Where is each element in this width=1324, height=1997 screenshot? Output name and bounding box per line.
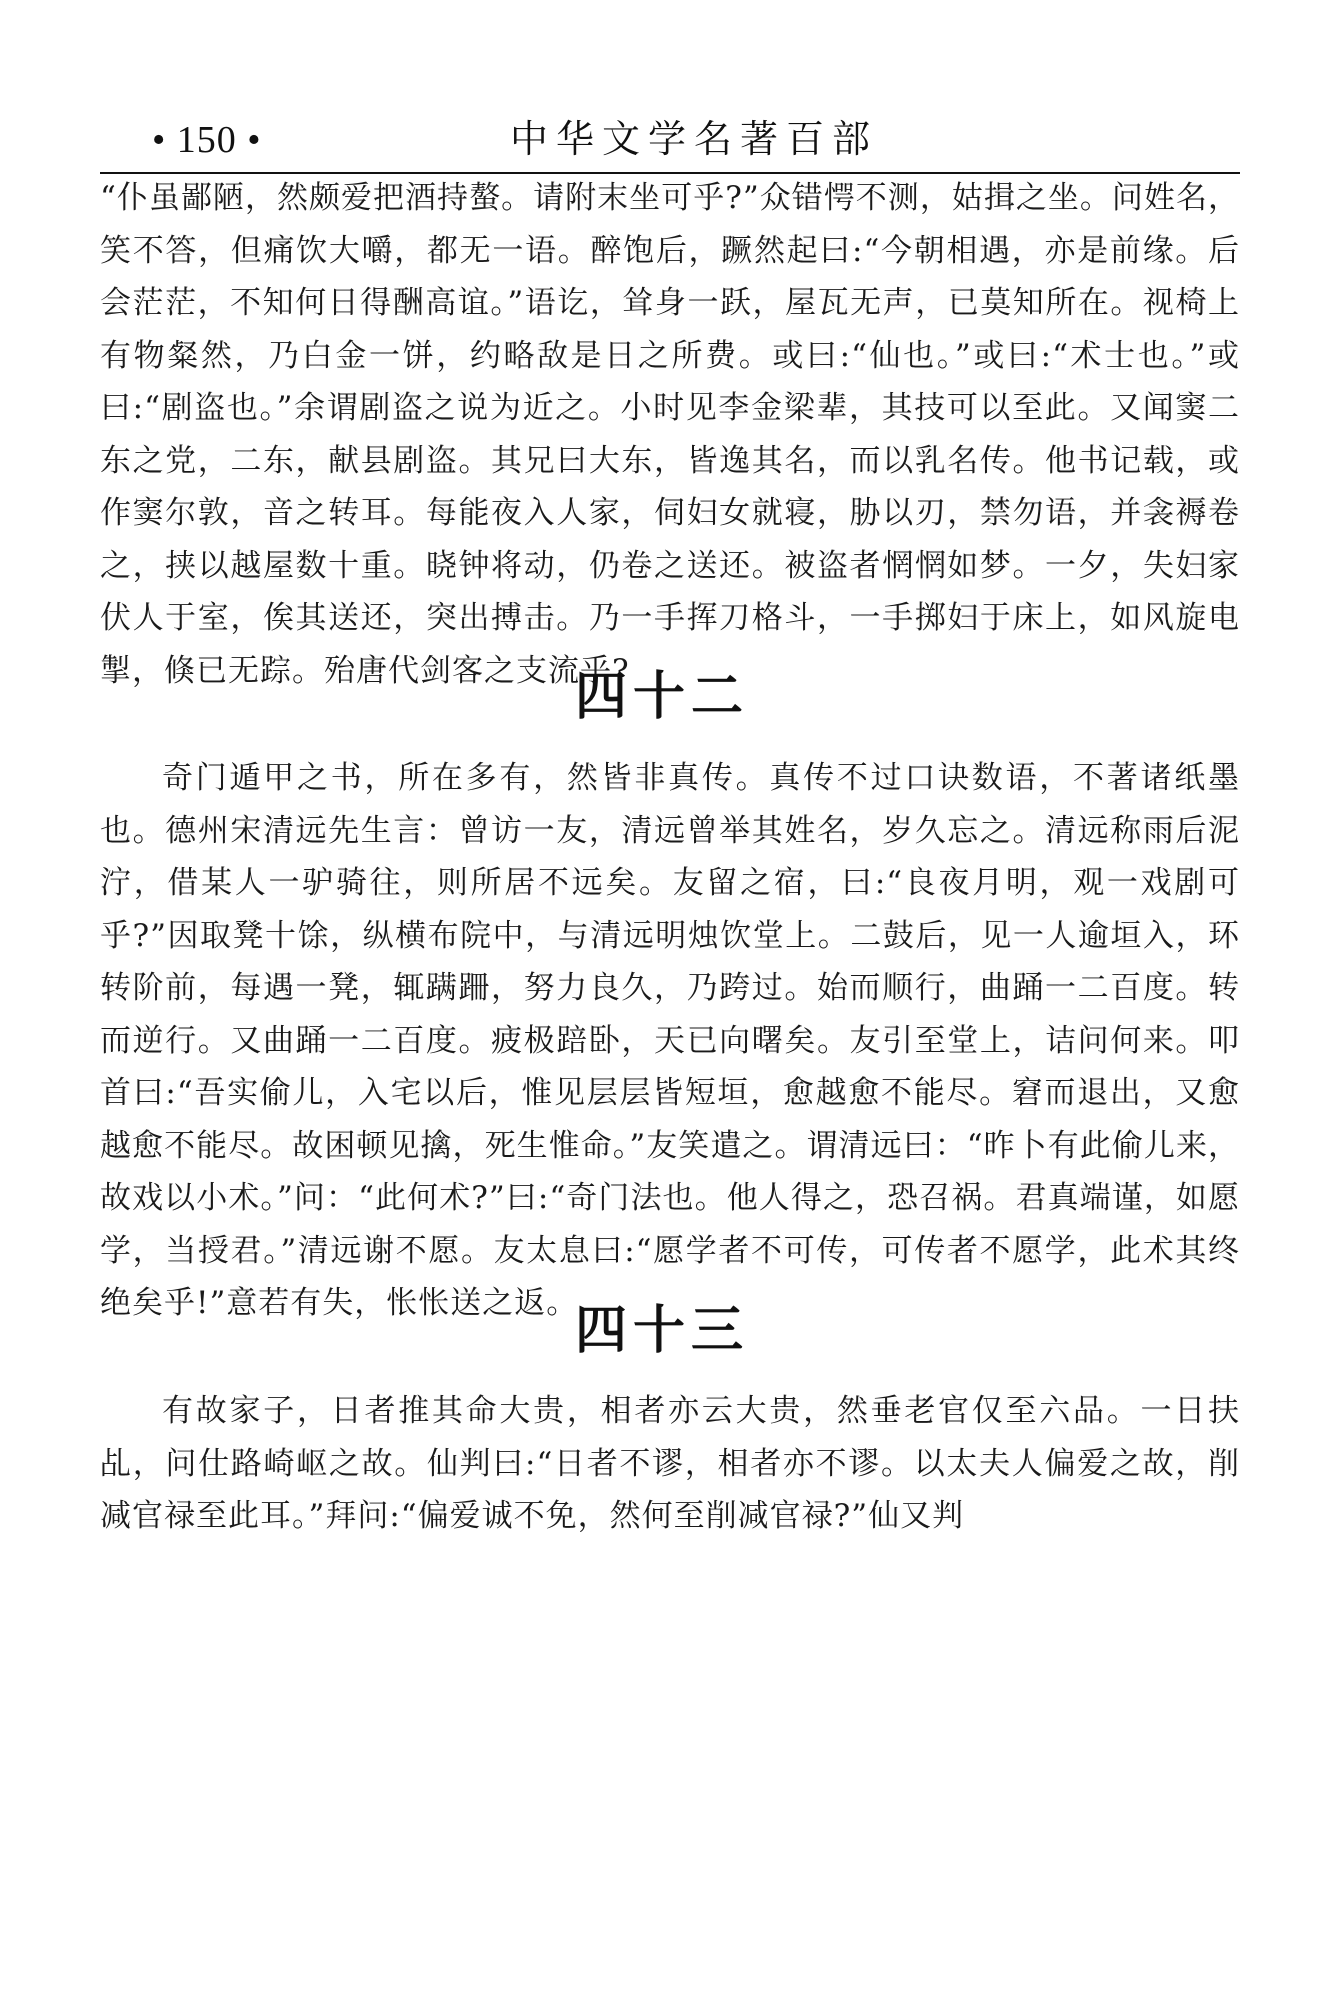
passage-paragraph: “仆虽鄙陋，然颇爱把酒持螯。请附末坐可乎?”众错愕不测，姑揖之坐。问姓名，笑不答，但痛饮大嚼，都无一语。醉饱后，蹶然起曰:“今朝相遇，亦是前缘。后会茫茫，不知何日得酬高谊。”语讫，耸身一跃，屋瓦无声，已莫知所在。视椅上有物粲然，乃白金一饼，约略敌是日之所费。或曰:“仙也。”或曰:“术士也。”或曰:“剧盗也。”余谓剧盗之说为近之。小时见李金梁辈，其技可以至此。又闻窦二东之党，二东，献县剧盗。其兄曰大东，皆逸其名，而以乳名传。他书记载，或作窦尔敦，音之转耳。每能夜入人家，伺妇女就寝，胁以刃，禁勿语，并衾褥卷之，挟以越屋数十重。晓钟将动，仍卷之送还。被盗者惘惘如梦。一夕，失妇家伏人于室，俟其送还，突出搏击。乃一手挥刀格斗，一手掷妇于床上，如风旋电掣，倏已无踪。殆唐代剑客之支流乎?	[100, 180, 1240, 689]
page-header	[100, 108, 1240, 172]
section-43-body	[100, 1385, 1240, 1543]
section-heading-43: 四十三	[574, 1301, 749, 1361]
section-heading-42: 四十二	[574, 667, 749, 727]
section-paragraph: 有故家子，日者推其命大贵，相者亦云大贵，然垂老官仅至六品。一日扶乩，问仕路崎岖之故。仙判曰:“日者不谬，相者亦不谬。以太夫人偏爱之故，削减官禄至此耳。”拜问:“偏爱诚不免，然何至削减官禄?”仙又判	[100, 1393, 1240, 1534]
section-42-body	[100, 752, 1240, 1330]
page-number: • 150 •	[152, 119, 262, 161]
section-paragraph: 奇门遁甲之书，所在多有，然皆非真传。真传不过口诀数语，不著诸纸墨也。德州宋清远先生言：曾访一友，清远曾举其姓名，岁久忘之。清远称雨后泥泞，借某人一驴骑往，则所居不远矣。友留之宿，曰:“良夜月明，观一戏剧可乎?”因取凳十馀，纵横布院中，与清远明烛饮堂上。二鼓后，见一人逾垣入，环转阶前，每遇一凳，辄蹒跚，努力良久，乃跨过。始而顺行，曲踊一二百度。转而逆行。又曲踊一二百度。疲极踣卧，天已向曙矣。友引至堂上，诘问何来。叩首曰:“吾实偷儿，入宅以后，惟见层层皆短垣，愈越愈不能尽。窘而退出，又愈越愈不能尽。故困顿见擒，死生惟命。”友笑遣之。谓清远曰：“昨卜有此偷儿来，故戏以小术。”问：“此何术?”曰:“奇门法也。他人得之，恐召祸。君真端谨，如愿学，当授君。”清远谢不愿。友太息曰:“愿学者不可传，可传者不愿学，此术其终绝矣乎!”意若有失，怅怅送之返。	[100, 760, 1240, 1321]
running-title: 中华文学名著百部	[510, 117, 879, 161]
continued-passage	[100, 172, 1240, 697]
